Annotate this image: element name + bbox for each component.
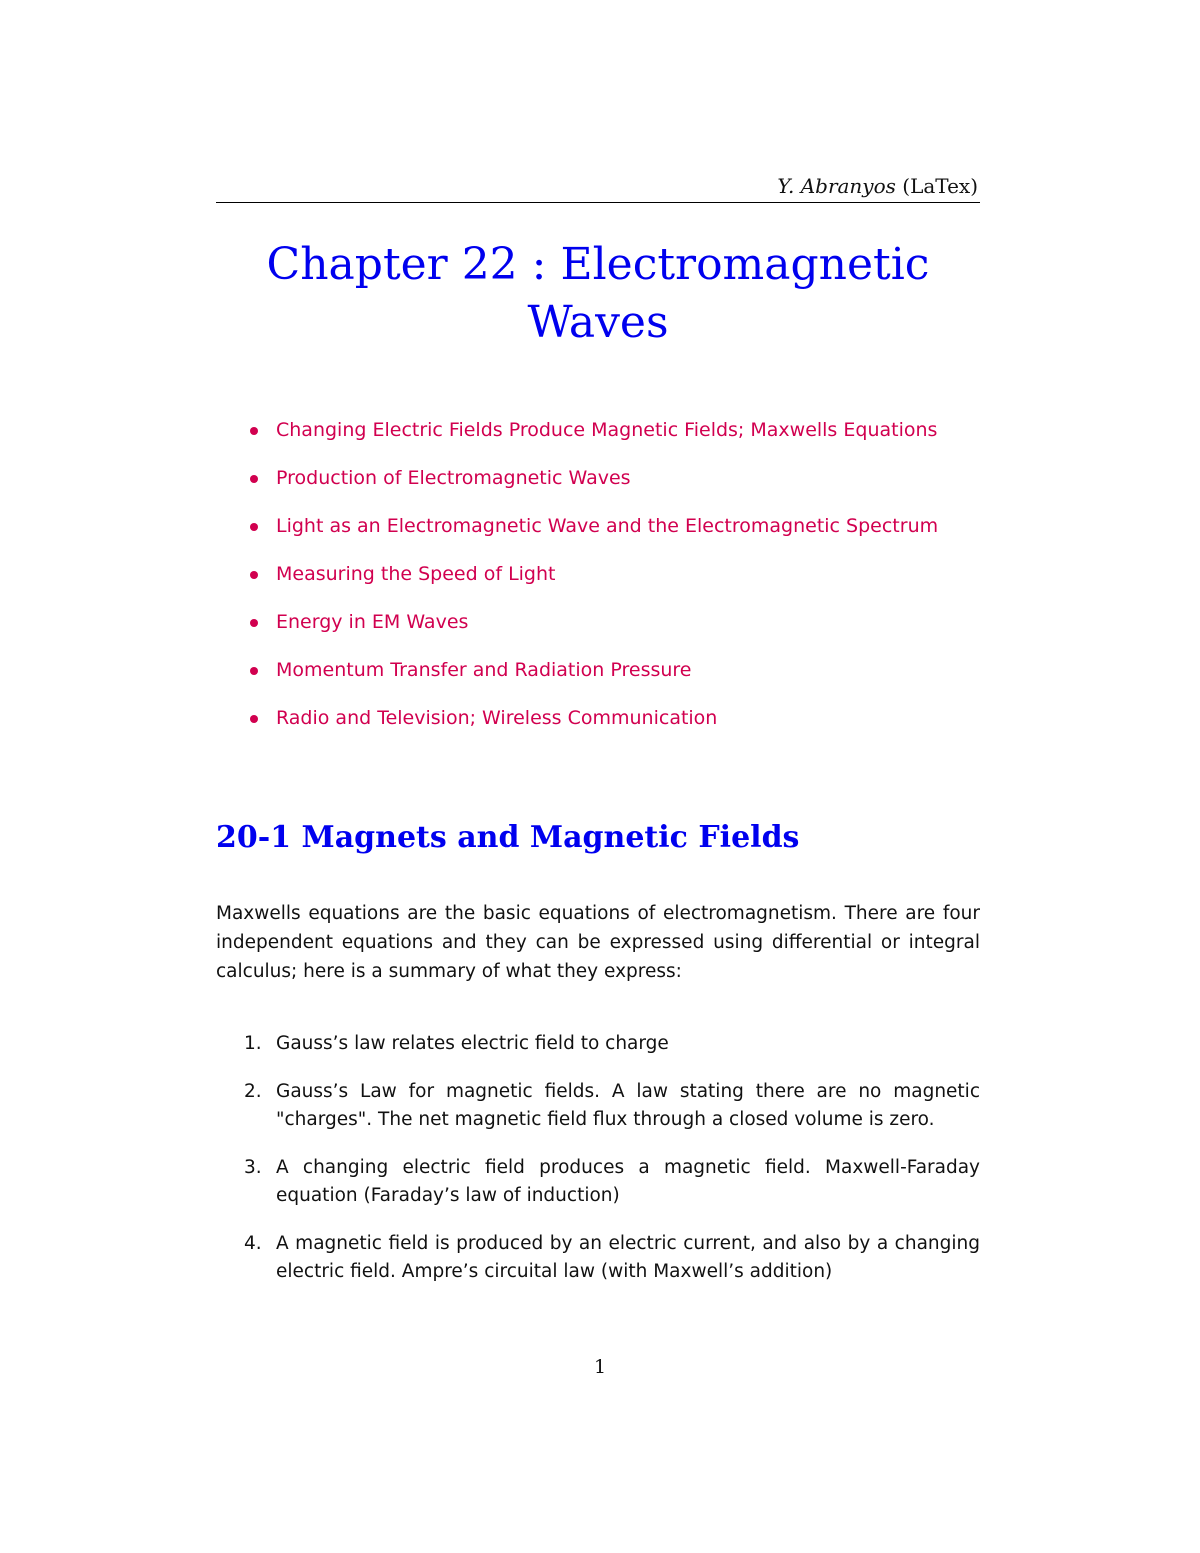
list-item	[216, 1154, 980, 1230]
header-author-name: Y. Abranyos	[777, 174, 896, 198]
list-number: 4.	[244, 1233, 262, 1254]
topic-text: Momentum Transfer and Radiation Pressure	[276, 659, 692, 681]
maxwell-equations-list	[216, 1030, 980, 1286]
topic-item	[250, 512, 990, 560]
section-title: 20-1 Magnets and Magnetic Fields	[216, 820, 800, 855]
chapter-title-line2: Waves	[527, 297, 669, 348]
topic-item	[250, 704, 990, 752]
topic-item	[250, 560, 990, 608]
bullet-icon	[250, 427, 258, 435]
bullet-icon	[250, 571, 258, 579]
topic-text: Radio and Television; Wireless Communication	[276, 707, 718, 729]
topic-text: Light as an Electromagnetic Wave and the Electromagnetic Spectrum	[276, 515, 939, 537]
topic-item	[250, 608, 990, 656]
topic-text: Production of Electromagnetic Waves	[276, 467, 631, 489]
list-item	[216, 1030, 980, 1078]
topic-text: Changing Electric Fields Produce Magnetic Fields; Maxwells Equations	[276, 419, 938, 441]
running-header	[777, 174, 978, 198]
bullet-icon	[250, 715, 258, 723]
header-rule	[216, 202, 980, 203]
bullet-icon	[250, 475, 258, 483]
section-intro: Maxwells equations are the basic equations of electromagnetism. There are four independent equations and they can be expressed using differential or integral calculus; here is a summary of what they express:	[216, 903, 980, 982]
topic-list	[250, 416, 990, 752]
topic-text: Energy in EM Waves	[276, 611, 469, 633]
topic-item	[250, 464, 990, 512]
list-text: Gauss’s Law for magnetic fields. A law stating there are no magnetic "charges". The net magnetic field flux through a closed volume is zero.	[276, 1081, 980, 1130]
list-number: 3.	[244, 1157, 262, 1178]
header-author-suffix: (LaTex)	[902, 174, 978, 198]
list-item	[216, 1230, 980, 1286]
chapter-title-line1: Chapter 22 : Electromagnetic	[266, 239, 930, 290]
page-number: 1	[593, 1356, 607, 1378]
list-number: 2.	[244, 1081, 262, 1102]
list-text: Gauss’s law relates electric field to charge	[276, 1033, 669, 1054]
list-item	[216, 1078, 980, 1154]
list-text: A magnetic field is produced by an electric current, and also by a changing electric field. Ampre’s circuital law (with Maxwell’s addition)	[276, 1233, 980, 1282]
bullet-icon	[250, 619, 258, 627]
list-number: 1.	[244, 1033, 262, 1054]
chapter-title	[216, 236, 980, 352]
topic-item	[250, 656, 990, 704]
list-text: A changing electric field produces a magnetic field. Maxwell-Faraday equation (Faraday’s law of induction)	[276, 1157, 980, 1206]
topic-item	[250, 416, 990, 464]
bullet-icon	[250, 667, 258, 675]
bullet-icon	[250, 523, 258, 531]
topic-text: Measuring the Speed of Light	[276, 563, 556, 585]
